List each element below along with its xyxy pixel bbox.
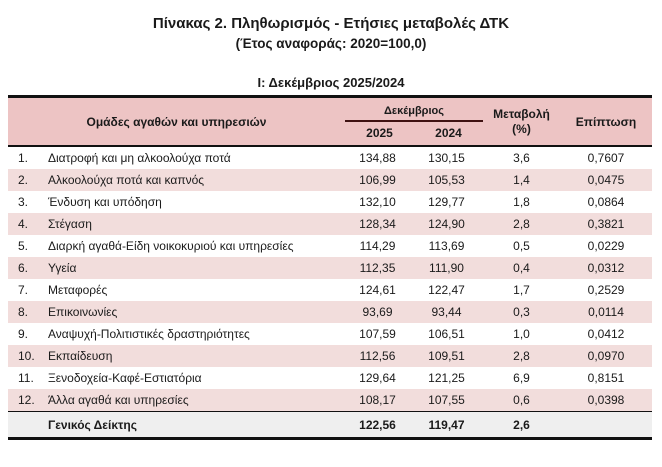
row-number: 2. (18, 173, 29, 187)
inflation-table (8, 95, 652, 440)
value-2024: 93,44 (431, 305, 462, 319)
table-row (8, 279, 652, 301)
footer-value-change: 2,6 (513, 417, 530, 432)
value-2025: 132,10 (359, 195, 396, 209)
row-number: 3. (18, 195, 29, 209)
value-change: 1,0 (513, 327, 530, 341)
value-impact: 0,8151 (587, 371, 625, 385)
value-change: 1,8 (513, 195, 530, 209)
row-label: Ξενοδοχεία-Καφέ-Εστιατόρια (48, 371, 202, 385)
row-number: 7. (18, 283, 29, 297)
row-number: 10. (18, 349, 35, 363)
table-row (8, 323, 652, 345)
value-change: 1,4 (513, 173, 530, 187)
value-impact: 0,0229 (587, 239, 625, 253)
row-label: Εκπαίδευση (48, 349, 113, 363)
value-2025: 106,99 (359, 173, 396, 187)
header-years (345, 122, 483, 140)
value-impact: 0,7607 (587, 151, 625, 165)
row-label: Μεταφορές (48, 283, 108, 297)
row-label: Άλλα αγαθά και υπηρεσίες (48, 393, 189, 407)
header-year-2024: 2024 (435, 126, 462, 140)
row-number: 11. (18, 371, 34, 385)
row-label: Ένδυση και υπόδηση (48, 195, 162, 209)
row-number: 1. (18, 151, 29, 165)
table-row (8, 147, 652, 169)
table-row (8, 367, 652, 389)
value-2025: 107,59 (359, 327, 396, 341)
table-title-block (0, 14, 662, 53)
row-label: Διαρκή αγαθά-Είδη νοικοκυριού και υπηρεσίες (48, 239, 294, 253)
row-label: Αλκοολούχα ποτά και καπνός (48, 173, 205, 187)
value-impact: 0,0398 (587, 393, 625, 407)
table-body (8, 147, 652, 411)
table-row (8, 191, 652, 213)
header-change-line2: (%) (512, 121, 531, 136)
footer-value-2025: 122,56 (359, 417, 396, 432)
row-number: 12. (18, 393, 35, 407)
value-impact: 0,0412 (587, 327, 625, 341)
value-2025: 108,17 (359, 393, 396, 407)
table-row (8, 301, 652, 323)
value-impact: 0,2529 (587, 283, 625, 297)
value-2024: 106,51 (428, 327, 465, 341)
row-number: 4. (18, 217, 29, 231)
header-impact: Επίπτωση (575, 114, 637, 129)
header-year-2025: 2025 (366, 126, 393, 140)
value-impact: 0,0864 (587, 195, 625, 209)
table-header-row (8, 98, 652, 147)
table-row (8, 169, 652, 191)
header-groups: Ομάδες αγαθών και υπηρεσιών (86, 114, 267, 129)
table-subtitle: (Έτος αναφοράς: 2020=100,0) (235, 36, 427, 51)
row-label: Επικοινωνίες (48, 305, 118, 319)
value-2024: 105,53 (428, 173, 465, 187)
table-row (8, 257, 652, 279)
value-2025: 112,56 (359, 349, 396, 363)
header-december-group (345, 98, 483, 145)
value-2025: 112,35 (359, 261, 396, 275)
value-change: 2,8 (513, 349, 530, 363)
footer-value-2024: 119,47 (428, 417, 465, 432)
row-label: Υγεία (48, 261, 77, 275)
value-2024: 107,55 (428, 393, 465, 407)
table-row (8, 213, 652, 235)
row-label: Αναψυχή-Πολιτιστικές δραστηριότητες (48, 327, 250, 341)
footer-label: Γενικός Δείκτης (48, 417, 137, 432)
value-2025: 93,69 (362, 305, 393, 319)
header-change (483, 98, 560, 145)
header-change-line1: Μεταβολή (493, 106, 550, 121)
row-label: Στέγαση (48, 217, 92, 231)
value-change: 0,6 (513, 393, 530, 407)
value-change: 6,9 (513, 371, 530, 385)
value-2024: 122,47 (428, 283, 465, 297)
value-2024: 130,15 (428, 151, 465, 165)
value-change: 0,3 (513, 305, 530, 319)
period-heading: Ι: Δεκέμβριος 2025/2024 (257, 75, 405, 90)
header-december-label: Δεκέμβριος (345, 103, 483, 122)
value-2024: 129,77 (428, 195, 465, 209)
value-change: 3,6 (513, 151, 530, 165)
row-number: 9. (18, 327, 29, 341)
value-change: 0,5 (513, 239, 530, 253)
value-2024: 121,25 (428, 371, 465, 385)
value-impact: 0,0475 (587, 173, 625, 187)
row-number: 5. (18, 239, 29, 253)
value-impact: 0,0970 (587, 349, 625, 363)
value-2025: 124,61 (359, 283, 396, 297)
table-row (8, 345, 652, 367)
row-label: Διατροφή και μη αλκοολούχα ποτά (48, 151, 231, 165)
row-number: 8. (18, 305, 29, 319)
value-impact: 0,3821 (587, 217, 625, 231)
value-2025: 128,34 (359, 217, 396, 231)
table-title: Πίνακας 2. Πληθωρισμός - Ετήσιες μεταβολές ΔΤΚ (152, 15, 510, 32)
value-change: 2,8 (513, 217, 530, 231)
row-number: 6. (18, 261, 29, 275)
value-2025: 129,64 (359, 371, 396, 385)
table-row (8, 389, 652, 411)
value-impact: 0,0114 (588, 305, 624, 319)
value-2024: 111,90 (429, 261, 464, 275)
value-2024: 109,51 (428, 349, 465, 363)
value-2025: 134,88 (359, 151, 396, 165)
value-2024: 124,90 (428, 217, 465, 231)
value-change: 0,4 (513, 261, 530, 275)
value-2024: 113,69 (428, 239, 465, 253)
value-2025: 114,29 (359, 239, 396, 253)
table-row (8, 235, 652, 257)
value-impact: 0,0312 (587, 261, 625, 275)
table-footer-row (8, 411, 652, 437)
value-change: 1,7 (513, 283, 530, 297)
